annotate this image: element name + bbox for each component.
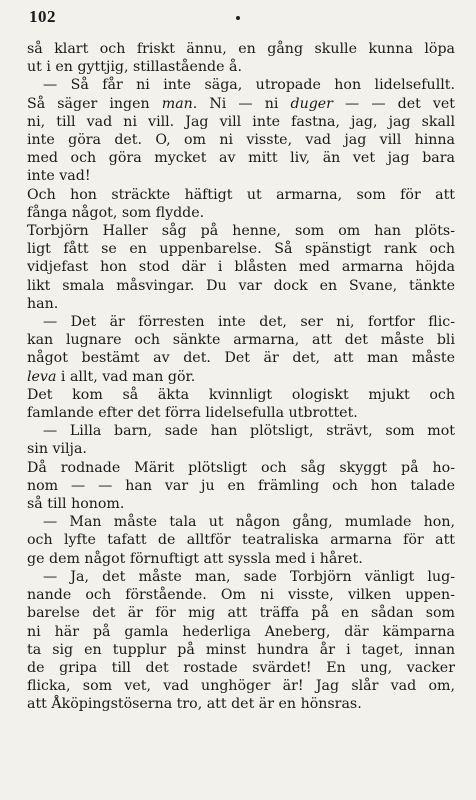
- text-line: att Åköpingstöserna tro, att det är en hönsras.: [27, 696, 362, 713]
- text-line: ut i en gyttjig, stillastående å.: [27, 59, 242, 76]
- text-line: Torbjörn Haller såg på henne, som om han plöts-: [27, 223, 455, 240]
- text-line: nom — — han var ju en främling och hon talade: [27, 477, 455, 494]
- text-line: ni här på gamla hederliga Aneberg, där kämparna: [27, 623, 455, 640]
- text-line: Det kom så äkta kvinnligt ologiskt mjukt och: [27, 386, 455, 403]
- text-line: sin vilja.: [27, 441, 87, 458]
- text-line: och lyfte tafatt de alltför teatraliska armarna för att: [27, 532, 455, 549]
- line-segment: Så säger ingen: [27, 95, 162, 112]
- text-line: han.: [27, 295, 59, 312]
- text-line: ni, till vad ni vill. Jag vill inte fastna, jag, jag skall: [27, 113, 455, 130]
- text-line: något bestämt av det. Det är det, att man måste: [27, 350, 455, 367]
- text-line: — Det är förresten inte det, ser ni, fortfor flic-: [43, 314, 455, 331]
- text-line: barelse det är för mig att träffa på en sådan som: [27, 605, 455, 622]
- emphasis-text: leva: [27, 368, 57, 385]
- text-line: ligt fått se en uppenbarelse. Så spänstigt rank och: [27, 241, 455, 258]
- emphasis-text: duger: [290, 95, 333, 112]
- line-segment: i allt, vad man gör.: [56, 368, 196, 385]
- text-line: ta sig en tupplur på minst hundra år i taget, innan: [27, 641, 455, 658]
- text-line: nande och förstående. Om ni visste, vilken uppen-: [27, 587, 455, 604]
- text-line: — Ja, det måste man, sade Torbjörn vänligt lug-: [43, 568, 455, 585]
- text-line: flicka, som vet, vad unghöger är! Jag slår vad om,: [27, 678, 455, 695]
- page-number: 102: [29, 7, 56, 26]
- text-line: så till honom.: [27, 496, 125, 513]
- text-line: kan lugnare och sänkte armarna, att det måste bli: [27, 332, 455, 349]
- text-line: — Så får ni inte säga, utropade hon lidelsefullt.: [43, 77, 455, 94]
- text-line: vidjefast hon stod där i blåsten med armarna höjda: [27, 259, 455, 276]
- text-line: likt smala måsvingar. Du var dock en Svane, tänkte: [27, 277, 455, 294]
- text-line: [27, 95, 455, 113]
- text-line: så klart och friskt ännu, en gång skulle kunna löpa: [27, 41, 455, 57]
- printer-dot-mark: [236, 16, 240, 20]
- text-line: Och hon sträckte häftigt ut armarna, som för att: [27, 186, 455, 203]
- emphasis-text: man: [161, 95, 193, 112]
- text-line: famlande efter det förra lidelsefulla utbrottet.: [27, 405, 358, 422]
- body-text: [27, 40, 455, 714]
- text-line: inte vad!: [27, 168, 91, 185]
- text-line: — Man måste tala ut någon gång, mumlade hon,: [43, 514, 455, 531]
- text-line: de gripa till det rostade svärdet! En ung, vacker: [27, 659, 455, 676]
- text-line: Då rodnade Märit plötsligt och såg skyggt på ho-: [27, 459, 455, 476]
- text-line: ge dem något förnuftigt att syssla med i håret.: [27, 550, 363, 567]
- text-line: — Lilla barn, sade han plötsligt, strävt, som mot: [43, 423, 455, 440]
- line-segment: — — det vet: [332, 95, 455, 112]
- text-line: inte göra det. O, om ni visste, vad jag vill hinna: [27, 132, 455, 149]
- text-line: med och göra mycket av mitt liv, än vet jag bara: [27, 150, 455, 167]
- line-segment: . Ni — ni: [192, 95, 291, 112]
- text-line: fånga något, som flydde.: [27, 204, 205, 221]
- text-line: [27, 368, 455, 386]
